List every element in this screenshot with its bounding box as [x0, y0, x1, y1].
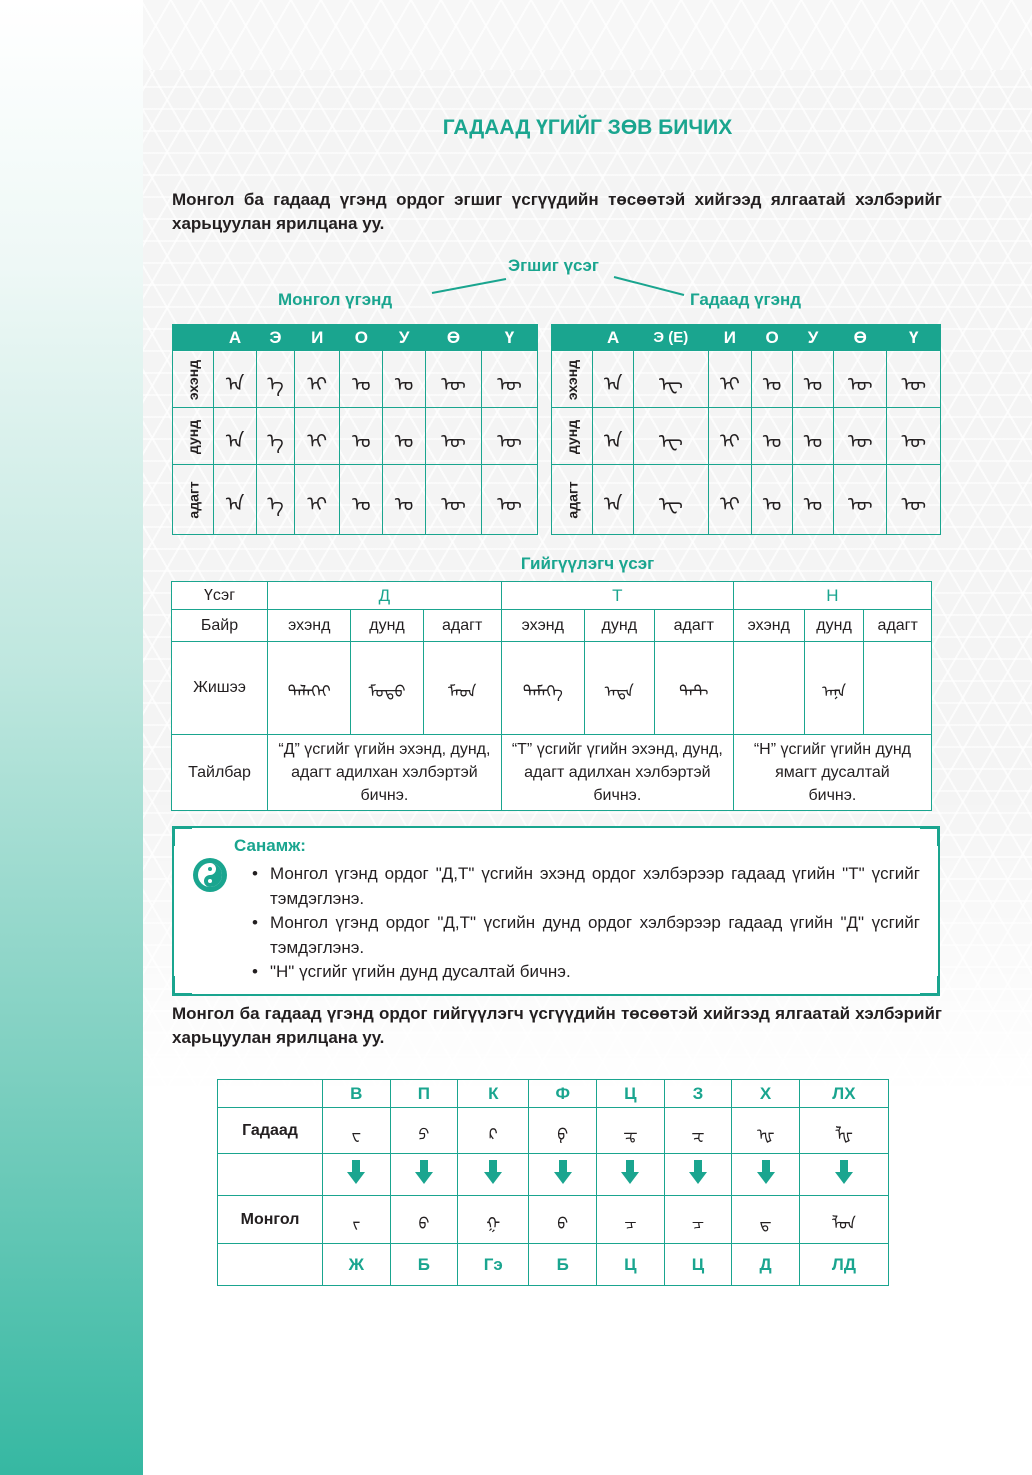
- table-row: [552, 408, 941, 465]
- glyph-cell: ᠦ: [481, 351, 537, 408]
- header-cell: У: [793, 325, 834, 351]
- example-word: [864, 642, 932, 735]
- glyph-cell: ᠠ: [214, 408, 257, 465]
- foreign-vowel-table: [551, 324, 941, 535]
- vowel-connector-lines: [0, 0, 1032, 330]
- header-cell: П: [390, 1080, 458, 1108]
- down-arrow-icon: [390, 1154, 458, 1196]
- header-cell: Э: [256, 325, 294, 351]
- header-cell: А: [214, 325, 257, 351]
- position-cell: адагт: [423, 610, 501, 642]
- glyph-cell: ᠴ: [664, 1196, 732, 1244]
- glyph-cell: ᠥ: [425, 465, 481, 535]
- table-row: [552, 351, 941, 408]
- glyph-cell: ᠾ: [732, 1108, 800, 1154]
- example-word: ᠠᠨᠠ: [804, 642, 864, 735]
- glyph-cell: ᠴ: [597, 1196, 665, 1244]
- row-label: дунд: [185, 419, 202, 454]
- position-cell: дунд: [804, 610, 864, 642]
- header-cell: И: [708, 325, 751, 351]
- header-cell: О: [340, 325, 383, 351]
- result-cell: Б: [390, 1244, 458, 1286]
- glyph-cell: ᠯᠳ: [799, 1196, 888, 1244]
- glyph-cell: ᠦ: [887, 408, 941, 465]
- result-cell: Ж: [323, 1244, 391, 1286]
- glyph-cell: ᠢ: [708, 465, 751, 535]
- glyph-cell: ᠧ: [634, 408, 709, 465]
- row-label: адагт: [564, 481, 581, 519]
- glyph-cell: ᠣ: [340, 351, 383, 408]
- glyph-cell: ᠣ: [752, 408, 793, 465]
- header-cell: Х: [732, 1080, 800, 1108]
- glyph-cell: ᠧ: [634, 465, 709, 535]
- consonant-comparison-table: [217, 1079, 889, 1286]
- mongol-vowel-table: [172, 324, 538, 535]
- result-cell: Ц: [664, 1244, 732, 1286]
- result-cell: Д: [732, 1244, 800, 1286]
- header-cell: Ү: [481, 325, 537, 351]
- glyph-cell: ᠽ: [664, 1108, 732, 1154]
- result-cell: ЛД: [799, 1244, 888, 1286]
- header-cell: И: [294, 325, 339, 351]
- header-cell: Ц: [597, 1080, 665, 1108]
- glyph-cell: ᠸ: [323, 1108, 391, 1154]
- glyph-cell: ᠪ: [390, 1196, 458, 1244]
- glyph-cell: ᠡ: [256, 351, 294, 408]
- example-word: [733, 642, 804, 735]
- header-cell: Ф: [529, 1080, 597, 1108]
- intro-paragraph: Монгол ба гадаад үгэнд ордог эгшиг үсгүүдийн төсөөтэй хийгээд ялгаатай хэлбэрийг харьцуулан ярилцана уу.: [172, 190, 942, 233]
- list-item: • Монгол үгэнд ордог "Д,Т" үсгийн эхэнд ордог хэлбэрээр гадаад үгийн "Т" үсгийг тэмдэглэнэ.: [252, 862, 920, 911]
- glyph-cell: ᠤ: [793, 465, 834, 535]
- down-arrow-icon: [732, 1154, 800, 1196]
- header-cell: У: [383, 325, 426, 351]
- glyph-cell: ᠦ: [481, 465, 537, 535]
- glyph-cell: ᠥ: [833, 351, 887, 408]
- letter-header: Д: [268, 582, 502, 610]
- glyph-cell: ᠡ: [256, 465, 294, 535]
- header-cell: Ө: [425, 325, 481, 351]
- result-cell: Гэ: [458, 1244, 529, 1286]
- row-label: Үсэг: [172, 582, 268, 610]
- down-arrow-icon: [529, 1154, 597, 1196]
- glyph-cell: ᠵ: [323, 1196, 391, 1244]
- glyph-cell: ᠡ: [256, 408, 294, 465]
- position-cell: дунд: [584, 610, 654, 642]
- table-row: [173, 351, 538, 408]
- glyph-cell: ᠥ: [425, 408, 481, 465]
- header-cell: К: [458, 1080, 529, 1108]
- glyph-cell: ᠦ: [887, 351, 941, 408]
- glyph-cell: ᠤ: [793, 408, 834, 465]
- example-word: ᠮᠠᠳ: [423, 642, 501, 735]
- explanation-cell: “Н” үсгийг үгийн дунд ямагт дусалтай бичнэ.: [733, 735, 931, 811]
- glyph-cell: ᠠ: [593, 408, 634, 465]
- glyph-cell: ᠥ: [425, 351, 481, 408]
- header-cell: В: [323, 1080, 391, 1108]
- table-row: [552, 465, 941, 535]
- position-cell: эхэнд: [733, 610, 804, 642]
- row-label: Байр: [172, 610, 268, 642]
- glyph-cell: ᠢ: [708, 351, 751, 408]
- glyph-cell: ᠦ: [481, 408, 537, 465]
- glyph-cell: ᠤ: [383, 408, 426, 465]
- glyph-cell: ᠥ: [833, 465, 887, 535]
- row-label: эхэнд: [564, 359, 581, 400]
- glyph-cell: ᠢ: [294, 408, 339, 465]
- note-list: [252, 862, 920, 985]
- glyph-cell: ᠭ: [458, 1196, 529, 1244]
- second-intro-paragraph: Монгол ба гадаад үгэнд ордог гийгүүлэгч үсгүүдийн төсөөтэй хийгээд ялгаатай хэлбэрийг харьцуулан ярилцана уу.: [172, 1004, 942, 1047]
- foreign-words-label: Гадаад үгэнд: [690, 290, 802, 309]
- position-cell: адагт: [864, 610, 932, 642]
- glyph-cell: ᠣ: [752, 465, 793, 535]
- explanation-cell: “Д” үсгийг үгийн эхэнд, дунд, адагт адилхан хэлбэртэй бичнэ.: [268, 735, 502, 811]
- header-cell: Э (Е): [634, 325, 709, 351]
- page-title: ГАДААД ҮГИЙГ ЗӨВ БИЧИХ: [442, 116, 733, 139]
- glyph-cell: ᠢ: [708, 408, 751, 465]
- list-item: • Монгол үгэнд ордог "Д,Т" үсгийн дунд ордог хэлбэрээр гадаад үгийн "Д" үсгийг тэмдэглэнэ.: [252, 911, 920, 960]
- row-label: Тайлбар: [172, 735, 268, 811]
- down-arrow-icon: [664, 1154, 732, 1196]
- row-label: дунд: [564, 419, 581, 454]
- table-row: [173, 465, 538, 535]
- example-word: ᠲᠡᠮᠡᠭᠡ: [501, 642, 584, 735]
- glyph-cell: ᠠ: [214, 351, 257, 408]
- header-cell: О: [752, 325, 793, 351]
- down-arrow-icon: [597, 1154, 665, 1196]
- glyph-cell: ᠦ: [887, 465, 941, 535]
- glyph-cell: ᠼ: [597, 1108, 665, 1154]
- down-arrow-icon: [799, 1154, 888, 1196]
- down-arrow-icon: [323, 1154, 391, 1196]
- down-arrow-icon: [458, 1154, 529, 1196]
- consonant-title: Гийгүүлэгч үсэг: [520, 554, 655, 573]
- consonant-table: [171, 581, 932, 811]
- frame-corner: [920, 976, 940, 996]
- frame-corner: [172, 826, 192, 846]
- header-cell: Ү: [887, 325, 941, 351]
- yin-yang-icon: [193, 858, 227, 892]
- glyph-cell: ᠤ: [383, 351, 426, 408]
- glyph-cell: ᠣ: [340, 465, 383, 535]
- position-cell: эхэнд: [268, 610, 351, 642]
- header-cell: ЛХ: [799, 1080, 888, 1108]
- glyph-cell: ᠤ: [793, 351, 834, 408]
- vowel-label: Эгшиг үсэг: [508, 256, 599, 275]
- result-cell: Ц: [597, 1244, 665, 1286]
- header-cell: А: [593, 325, 634, 351]
- row-label: эхэнд: [185, 359, 202, 400]
- glyph-cell: ᠺ: [458, 1108, 529, 1154]
- example-word: ᠳᠡᠯᠡᠬᠡᠢ: [268, 642, 351, 735]
- row-label: Гадаад: [218, 1108, 323, 1154]
- mongol-words-label: Монгол үгэнд: [278, 290, 393, 309]
- row-label: адагт: [185, 481, 202, 519]
- example-word: ᠲᠠᠲ: [654, 642, 733, 735]
- note-title: Санамж:: [234, 836, 306, 855]
- table-row: [173, 408, 538, 465]
- example-word: ᠠᠲᠠ: [584, 642, 654, 735]
- glyph-cell: ᠣ: [340, 408, 383, 465]
- glyph-cell: ᠹ: [529, 1108, 597, 1154]
- glyph-cell: ᠠ: [593, 351, 634, 408]
- glyph-cell: ᠪ: [529, 1196, 597, 1244]
- glyph-cell: ᠠ: [214, 465, 257, 535]
- glyph-cell: ᠫ: [390, 1108, 458, 1154]
- note-box: [172, 826, 940, 996]
- frame-corner: [920, 826, 940, 846]
- frame-corner: [172, 976, 192, 996]
- explanation-cell: “Т” үсгийг үгийн эхэнд, дунд, адагт адилхан хэлбэртэй бичнэ.: [501, 735, 733, 811]
- letter-header: Н: [733, 582, 931, 610]
- glyph-cell: ᠢ: [294, 465, 339, 535]
- row-label: Монгол: [218, 1196, 323, 1244]
- glyph-cell: ᠥ: [833, 408, 887, 465]
- glyph-cell: ᠣ: [752, 351, 793, 408]
- list-item: • "Н" үсгийг үгийн дунд дусалтай бичнэ.: [252, 960, 920, 985]
- position-cell: эхэнд: [501, 610, 584, 642]
- position-cell: адагт: [654, 610, 733, 642]
- example-word: ᠮᠣᠳᠣ: [351, 642, 423, 735]
- glyph-cell: ᠤ: [383, 465, 426, 535]
- result-cell: Б: [529, 1244, 597, 1286]
- glyph-cell: ᠠ: [593, 465, 634, 535]
- header-cell: З: [664, 1080, 732, 1108]
- glyph-cell: ᠧ: [634, 351, 709, 408]
- glyph-cell: ᠢ: [294, 351, 339, 408]
- row-label: Жишээ: [172, 642, 268, 735]
- glyph-cell: ᠳ: [732, 1196, 800, 1244]
- letter-header: Т: [501, 582, 733, 610]
- position-cell: дунд: [351, 610, 423, 642]
- header-cell: Ө: [833, 325, 887, 351]
- glyph-cell: ᡀ: [799, 1108, 888, 1154]
